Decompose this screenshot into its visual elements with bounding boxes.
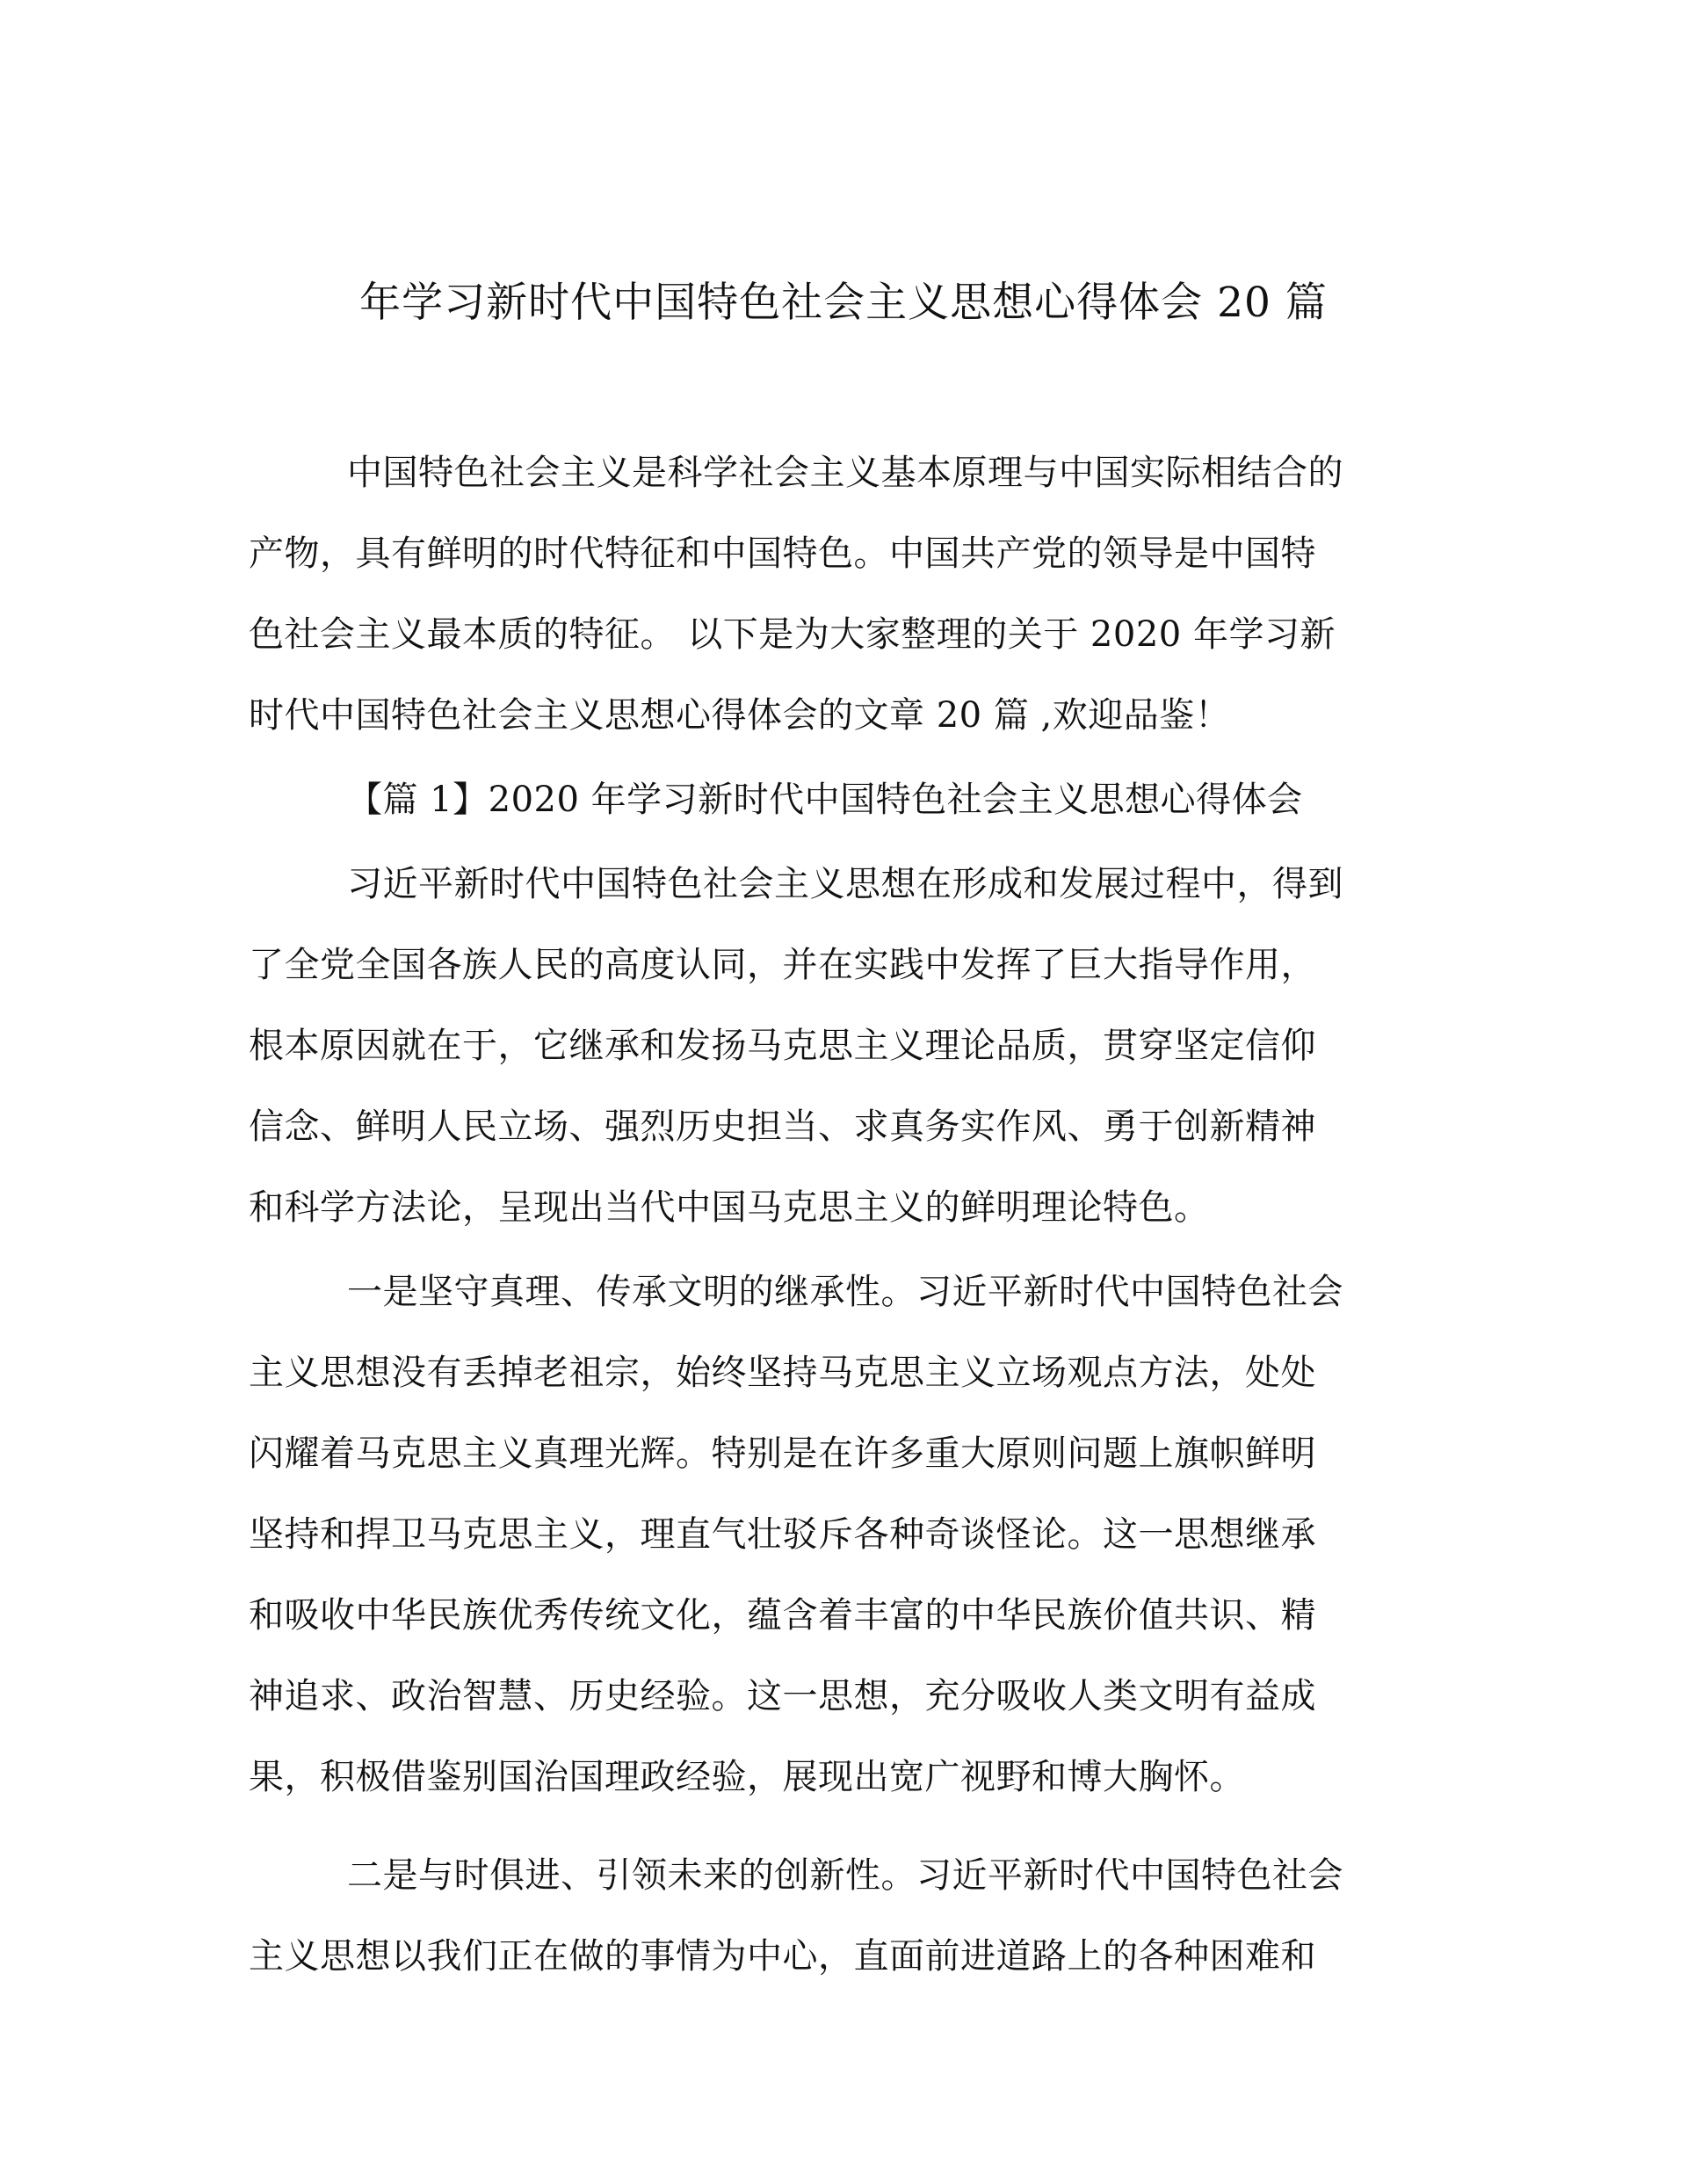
document-title: 年学习新时代中国特色社会主义思想心得体会 20 篇 [359,279,1328,327]
section-heading: 【篇 1】2020 年学习新时代中国特色社会主义思想心得体会 [347,780,1303,820]
paragraph-line: 和科学方法论，呈现出当代中国马克思主义的鲜明理论特色。 [249,1187,1210,1228]
paragraph-line: 信念、鲜明人民立场、强烈历史担当、求真务实作风、勇于创新精神 [249,1107,1316,1147]
paragraph-line: 坚持和捍卫马克思主义，理直气壮驳斥各种奇谈怪论。这一思想继承 [249,1514,1316,1555]
paragraph-line: 时代中国特色社会主义思想心得体会的文章 20 篇 ,欢迎品鉴！ [249,695,1231,736]
paragraph-line: 产物，具有鲜明的时代特征和中国特色。中国共产党的领导是中国特 [249,533,1316,574]
paragraph-line: 色社会主义最本质的特征。 以下是为大家整理的关于 2020 年学习新 [249,614,1336,655]
paragraph-line: 主义思想以我们正在做的事情为中心，直面前进道路上的各种困难和 [249,1936,1316,1977]
paragraph-line: 神追求、政治智慧、历史经验。这一思想，充分吸收人类文明有益成 [249,1676,1316,1716]
paragraph-line: 二是与时俱进、引领未来的创新性。习近平新时代中国特色社会 [347,1855,1343,1896]
intro-paragraph [249,432,1426,756]
paragraph-line: 果，积极借鉴别国治国理政经验，展现出宽广视野和博大胸怀。 [249,1757,1245,1797]
body-paragraph-1 [249,844,1426,1248]
section-heading-block [249,759,1426,840]
paragraph-line: 一是坚守真理、传承文明的继承性。习近平新时代中国特色社会 [347,1272,1343,1312]
paragraph-line: 闪耀着马克思主义真理光辉。特别是在许多重大原则问题上旗帜鲜明 [249,1433,1316,1474]
paragraph-line: 习近平新时代中国特色社会主义思想在形成和发展过程中，得到 [347,864,1343,904]
paragraph-line: 和吸收中华民族优秀传统文化，蕴含着丰富的中华民族价值共识、精 [249,1595,1316,1636]
paragraph-line: 了全党全国各族人民的高度认同，并在实践中发挥了巨大指导作用， [249,945,1316,985]
document-body [249,432,1426,1997]
paragraph-line: 根本原因就在于，它继承和发扬马克思主义理论品质，贯穿坚定信仰 [249,1026,1316,1066]
body-paragraph-3 [249,1835,1426,1997]
paragraph-line: 中国特色社会主义是科学社会主义基本原理与中国实际相结合的 [347,453,1343,493]
body-paragraph-2 [249,1252,1426,1818]
paragraph-line: 主义思想没有丢掉老祖宗，始终坚持马克思主义立场观点方法，处处 [249,1353,1316,1393]
